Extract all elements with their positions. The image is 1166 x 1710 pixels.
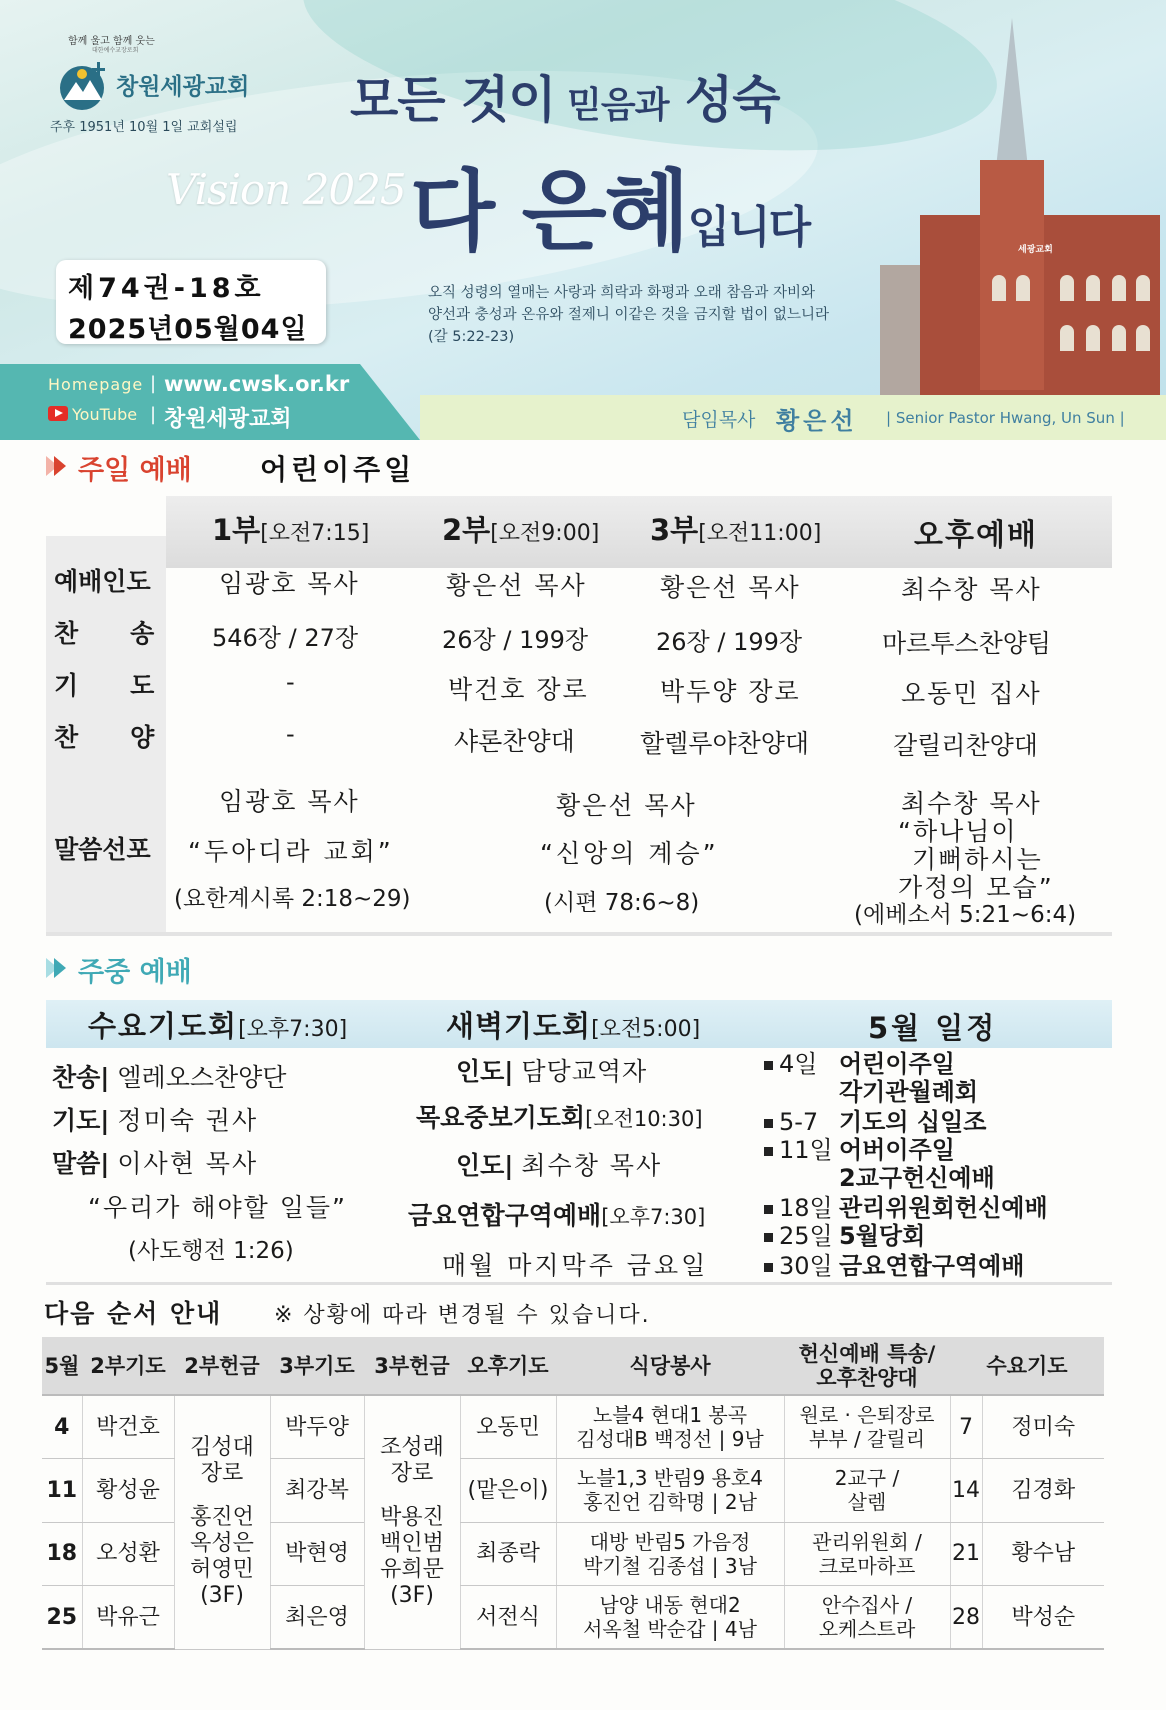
separator: | [150,404,157,425]
service-name: 목요중보기도회 [416,1103,586,1132]
verse-line: 양선과 충성과 온유와 절제니 이같은 것을 금지할 법이 없느니라 [428,307,830,323]
leader-evening: 최수창 목사 [901,575,1042,604]
divider [46,1282,1112,1285]
prayer-service-2: 박건호 장로 [448,675,589,704]
bullet-icon [764,1233,773,1242]
value: 최수창 목사 [521,1151,663,1180]
label: 말씀| [52,1149,110,1178]
service-name: 금요연합구역예배 [408,1201,602,1230]
cell-cafeteria: 노블4 현대1 봉곡 김성대B 백정선 | 9남 [556,1395,784,1459]
slogan-part: 믿음과 [555,84,669,126]
column-header-3 [650,508,821,549]
chevron-right-icon [44,954,70,980]
cell-cafeteria: 남양 내동 현대2 서옥철 박순갑 | 4남 [556,1586,784,1650]
church-logo-icon [56,60,108,112]
service-time: [오전10:30] [585,1107,703,1131]
youtube-label: YouTube [72,405,138,424]
cell-offering-2 [174,1395,270,1649]
wed-sermon-title: “우리가 해야할 일들” [88,1193,347,1222]
thursday-prayer-header [416,1098,703,1134]
praise-service-3: 할렐루야찬양대 [640,729,810,758]
sermon-1-reference: (요한계시록 2:18~29) [174,886,411,912]
month-schedule-header: 5월 일정 [868,1011,998,1045]
header-prayer-3: 3부기도 [270,1337,364,1395]
event-item [764,1108,986,1136]
wed-hymn [52,1058,286,1094]
pastor-english-name: | Senior Pastor Hwang, Un Sun | [886,409,1125,427]
cell-evening-prayer: (맡은이) [460,1459,556,1523]
cell-wed-prayer: 황수남 [982,1522,1104,1586]
service-name: 수요기도회 [88,1009,239,1043]
event-item [764,1050,978,1106]
value: 이사현 목사 [117,1149,259,1178]
table-row [42,1395,1104,1459]
row-label-sermon: 말씀선포 [54,835,151,864]
header-offering-3: 3부헌금 [364,1337,460,1395]
youtube-channel-link[interactable]: 창원세광교회 [164,407,292,432]
event-title [839,1050,978,1106]
event-title [839,1108,986,1136]
homepage-link[interactable]: www.cwsk.or.kr [164,372,350,396]
prayer-evening: 오동민 집사 [901,679,1042,708]
row-label-prayer: 기도 [54,671,207,700]
pastor-name: 황은선 [776,407,858,435]
service-time: [오후7:30] [601,1205,706,1229]
header-prayer-2: 2부기도 [82,1337,174,1395]
cell-special: 안수집사 / 오케스트라 [784,1586,950,1650]
cell-special: 2교구 / 살렘 [784,1459,950,1523]
value: 정미숙 권사 [117,1106,259,1135]
church-window [1112,325,1126,351]
cell-wed-day: 7 [950,1395,982,1459]
sermon-evening-preacher: 최수창 목사 [901,789,1042,818]
leader-service-1: 임광호 목사 [219,569,360,598]
sunday-subtitle: 어린이주일 [260,453,416,486]
header-month: 5월 [42,1337,82,1395]
bullet-icon [764,1061,773,1070]
event-title [839,1252,1024,1280]
service-time: [오전7:15] [260,521,370,546]
wed-sermon [52,1144,258,1180]
event-date: 11일 [779,1136,833,1164]
prayer-service-3: 박두양 장로 [660,677,801,706]
cell-offering-3 [364,1395,460,1649]
service-name: 1부 [212,513,261,547]
header-evening-prayer: 오후기도 [460,1337,556,1395]
service-name: 2부 [442,513,491,547]
logo-church-name: 창원세광교회 [116,74,250,100]
value: 엘레오스찬양단 [117,1063,287,1092]
church-window [1016,275,1030,301]
praise-service-1: - [286,720,295,748]
label: 인도| [456,1057,514,1086]
church-window [1086,275,1100,301]
logo-denomination: 대한예수교장로회 [92,47,139,54]
slogan-line2 [410,142,809,268]
hymn-service-2: 26장 / 199장 [442,626,589,654]
label: 기도| [52,1106,110,1135]
event-item [764,1136,995,1192]
dawn-service-header [446,1004,700,1045]
church-logo [50,32,250,142]
service-time: [오전11:00] [698,521,822,546]
header-offering-2: 2부헌금 [174,1337,270,1395]
sermon-evening-reference: (에베소서 5:21~6:4) [854,902,1077,928]
youtube-icon [48,406,68,421]
cell-prayer-3: 최은영 [270,1586,364,1650]
slogan-part: 입니다 [687,202,810,253]
cell-wed-prayer: 박성순 [982,1586,1104,1650]
label: 찬송| [52,1063,110,1092]
header-cafeteria: 식당봉사 [556,1337,784,1395]
event-item [764,1194,1048,1222]
event-line: 기도의 십일조 [839,1108,987,1136]
hymn-evening: 마르투스찬양팀 [882,629,1052,658]
issue-volume: 제74권-18호 [68,273,265,304]
row-label-leader: 예배인도 [54,567,151,596]
cell-day: 11 [42,1459,82,1523]
church-window [1136,275,1150,301]
bullet-icon [764,1205,773,1214]
church-spire [996,18,1028,168]
offering-3-elder: 조성래 장로 [380,1435,444,1487]
service-time: [오전9:00] [490,521,600,546]
cell-wed-day: 14 [950,1459,982,1523]
founded-date: 주후 1951년 10월 1일 교회설립 [50,120,238,135]
event-line: 어버이주일 [839,1136,955,1164]
column-header-1 [212,508,369,549]
sunday-worship-table [46,496,1112,936]
friday-service-header [408,1196,705,1232]
service-name: 새벽기도회 [446,1009,592,1043]
chevron-right-icon [44,452,70,478]
cell-prayer-3: 최강복 [270,1459,364,1523]
offering-2-members: 홍진언 옥성은 허영민 (3F) [190,1505,254,1609]
cell-prayer-2: 박유근 [82,1586,174,1650]
church-window [1060,275,1074,301]
cell-evening-prayer: 최종락 [460,1522,556,1586]
service-name: 3부 [650,513,699,547]
scripture-verse [428,282,868,348]
bullet-icon [764,1263,773,1272]
event-line: 각기관월례회 [839,1078,979,1106]
bullet-icon [764,1147,773,1156]
church-window [1136,325,1150,351]
cell-day: 4 [42,1395,82,1459]
leader-service-2: 황은선 목사 [446,571,587,600]
cell-prayer-3: 박두양 [270,1395,364,1459]
row-label-praise: 찬양 [54,723,207,752]
sunday-section-title: 주일 예배 [78,455,192,486]
cell-prayer-2: 오성환 [82,1522,174,1586]
cell-prayer-3: 박현영 [270,1522,364,1586]
sermon-2-3-reference: (시편 78:6~8) [544,890,700,916]
sermon-evening-title: 기뻐하시는 [912,845,1043,874]
friday-description: 매월 마지막주 금요일 [442,1251,709,1280]
column-header-4: 오후예배 [914,518,1038,553]
event-date: 30일 [779,1252,833,1280]
event-item [764,1252,1024,1280]
pastor-label: 담임목사 [682,409,756,431]
cell-special: 원로 · 은퇴장로 부부 / 갈릴리 [784,1395,950,1459]
header-wednesday-prayer: 수요기도 [950,1337,1104,1395]
event-item [764,1222,925,1250]
leader-service-3: 황은선 목사 [660,573,801,602]
event-date: 4일 [779,1050,818,1078]
sermon-1-preacher: 임광호 목사 [219,787,360,816]
issue-date: 2025년05월04일 [68,314,308,345]
vision-title: Vision 2025 [166,165,406,214]
sermon-2-3-title: “신앙의 계승” [540,839,719,868]
table-header-row [42,1337,1104,1395]
divider [46,932,1112,936]
service-time: [오전5:00] [591,1017,701,1042]
cell-day: 18 [42,1522,82,1586]
cell-wed-prayer: 정미숙 [982,1395,1104,1459]
church-window [1060,325,1074,351]
sermon-1-title: “두아디라 교회” [188,837,394,866]
verse-line: 오직 성령의 열매는 사랑과 희락과 화평과 오래 참음과 자비와 [428,285,816,301]
event-line: 관리위원회헌신예배 [839,1194,1048,1222]
sermon-evening-title: 가정의 모습” [898,873,1054,902]
church-tower [980,160,1044,390]
event-date: 18일 [779,1194,833,1222]
cell-wed-day: 28 [950,1586,982,1650]
cell-special: 관리위원회 / 크로마하프 [784,1522,950,1586]
next-order-table [42,1337,1104,1650]
offering-2-elder: 김성대 장로 [190,1435,254,1487]
cell-evening-prayer: 오동민 [460,1395,556,1459]
wed-prayer [52,1101,258,1137]
service-time: [오후7:30] [238,1017,348,1042]
hymn-service-1: 546장 / 27장 [212,624,359,652]
label: 인도| [456,1151,514,1180]
value: 담당교역자 [521,1057,648,1086]
event-date: 5-7 [779,1108,819,1136]
church-window [1112,275,1126,301]
prayer-service-1: - [286,668,295,696]
cell-cafeteria: 노블1,3 반림9 용호4 홍진언 김학명 | 2남 [556,1459,784,1523]
cell-wed-prayer: 김경화 [982,1459,1104,1523]
event-title [839,1136,995,1192]
bullet-icon [764,1119,773,1128]
bulletin-header [0,0,1166,440]
church-window [992,275,1006,301]
change-notice: ※ 상황에 따라 변경될 수 있습니다. [274,1303,651,1328]
column-header-2 [442,508,599,549]
next-order-title: 다음 순서 안내 [44,1299,223,1328]
cell-cafeteria: 대방 반림5 가음정 박기철 김종섭 | 3남 [556,1522,784,1586]
verse-reference: (갈 5:22-23) [428,329,515,345]
cell-prayer-2: 황성윤 [82,1459,174,1523]
event-title [839,1222,925,1250]
event-line: 어린이주일 [839,1050,955,1078]
slogan-part: 성숙 [668,70,780,129]
header-special: 헌신예배 특송/ 오후찬양대 [784,1337,950,1395]
event-title [839,1194,1048,1222]
church-window [1086,325,1100,351]
cell-prayer-2: 박건호 [82,1395,174,1459]
event-line: 5월당회 [839,1222,926,1250]
row-label-hymn: 찬송 [54,619,207,648]
sermon-2-3-preacher: 황은선 목사 [556,791,697,820]
cell-day: 25 [42,1586,82,1650]
slogan-part: 모든 것이 [350,70,556,129]
cell-wed-day: 21 [950,1522,982,1586]
praise-evening: 갈릴리찬양대 [893,731,1038,760]
slogan-line1 [350,60,780,132]
praise-service-2: 샤론찬양대 [454,727,575,756]
cell-evening-prayer: 서전식 [460,1586,556,1650]
logo-tagline: 함께 울고 함께 웃는 [68,36,155,47]
church-sign: 세광교회 [1018,245,1053,255]
offering-3-members: 박용진 백인범 유희문 (3F) [380,1505,444,1609]
event-line: 2교구헌신예배 [839,1164,995,1192]
slogan-part: 다 은혜 [410,159,688,263]
wednesday-service-header [88,1004,347,1045]
homepage-label: Homepage [48,375,144,394]
thursday-leader [456,1146,662,1182]
hymn-service-3: 26장 / 199장 [656,628,803,656]
weekday-section-title: 주중 예배 [78,957,192,988]
event-line: 금요연합구역예배 [839,1252,1025,1280]
sermon-evening-title: “하나님이 [898,817,1018,846]
dawn-leader [456,1052,647,1088]
issue-box [56,260,326,344]
separator: | [150,373,157,394]
event-date: 25일 [779,1222,833,1250]
wed-sermon-reference: (사도행전 1:26) [128,1238,294,1264]
church-building-illustration [880,10,1166,400]
